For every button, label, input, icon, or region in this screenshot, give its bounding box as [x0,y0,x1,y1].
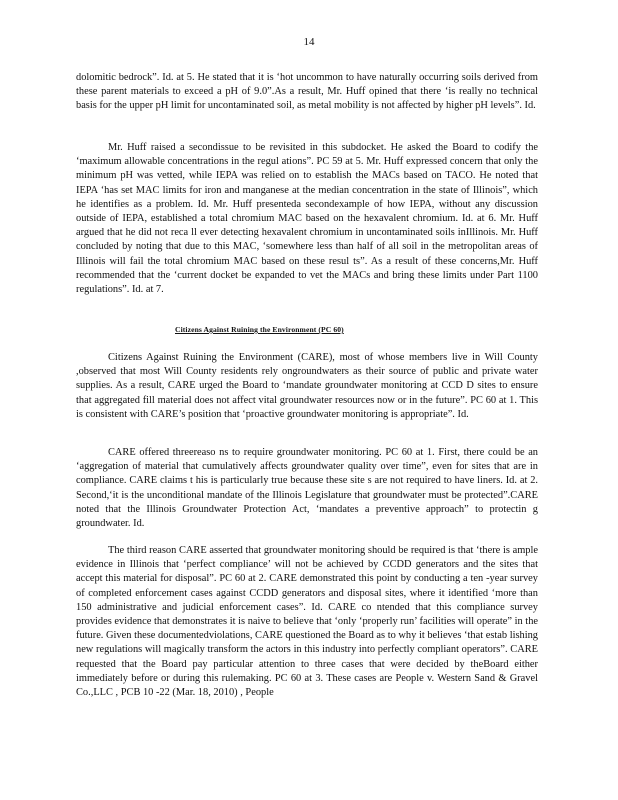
section-heading: Citizens Against Ruining the Environment (PC 60) [175,325,344,334]
paragraph-huff-bedrock: dolomitic bedrock”. Id. at 5. He stated that it is ‘hot uncommon to have naturally occurring soils derived from these parent materials to exceed a pH of 9.0”.As a result, Mr. Huff opined that there ‘is really no technical basis for the upper pH limit for uncontaminated soil, as metal mobility is not affected by higher pH levels”. Id. [76,72,538,112]
paragraph-care-third-reason: The third reason CARE asserted that groundwater monitoring should be required is that ‘there is ample evidence in Illinois that ‘perfect compliance’ will not be achieved by CCDD generators and the sites that accept this material for disposal”. PC 60 at 2. CARE demonstrated this point by conducting a ten -year survey of completed enforcement cases against CCDD generators and disposal sites, where it identified ‘more than 150 administrative and judicial enforcement cases”. Id. CARE co ntended that this compliance survey provides evidence that demonstrates it is naive to believe that ‘only ‘properly run’ facilities will operate” in the future. Given these documentedviolations, CARE questioned the Board as to why it believes ‘that estab lishing new regulations will magically transform the actors in this industry into perfectly compliant operators”. CARE requested that the Board pay particular attention to three cases that were decided by theBoard either immediately before or during this rulemaking. PC 60 at 3. These cases are People v. Western Sand & Gravel Co.,LLC , PCB 10 -22 (Mar. 18, 2010) , People [76,545,538,699]
paragraph-care-intro: Citizens Against Ruining the Environment (CARE), most of whose members live in Will County ,observed that most Will County residents rely ongroundwaters as their source of public and private water supplies. As a result, CARE urged the Board to ‘mandate groundwater monitoring at CCD D sites to ensure that aggregated fill material does not affect vital groundwater resources now or in the future”. PC 60 at 1. This is consistent with CARE’s position that ‘proactive groundwater monitoring is appropriate”. Id. [76,352,538,420]
paragraph-huff-second-issue: Mr. Huff raised a secondissue to be revisited in this subdocket. He asked the Board to codify the ‘maximum allowable concentrations in the regul ations”. PC 59 at 5. Mr. Huff expressed concern that only the minimum pH was vetted, while IEPA was relied on to establish the MACs based on TACO. He noted that IEPA ‘has set MAC limits for iron and manganese at the median concentration in the state of Illinois”, which he identifies as a problem. Id. Mr. Huff presenteda secondexample of how IEPA, without any discussion outside of IEPA, established a total chromium MAC based on the hexavalent chromium. Id. at 6. Mr. Huff argued that he did not reca ll ever detecting hexavalent chromium in uncontaminated soils inIllinois. Mr. Huff concluded by noting that due to this MAC, ‘somewhere less than half of all soil in the metropolitan areas of Illinois will fail the total chromium MAC based on these resul ts”. As a result of these concerns,Mr. Huff recommended that the ‘current docket be expanded to vet the MACs and bring these limits under Part 1100 regulations”. Id. at 7. [76,142,538,296]
paragraph-care-reasons: CARE offered threereaso ns to require groundwater monitoring. PC 60 at 1. First, there could be an ‘aggregation of material that cumulatively affects groundwater quality over time”, even for sites that are in compliance. CARE claims t his is particularly true because these site s are not required to have liners. Id. at 2. Second,‘it is the unconditional mandate of the Illinois Legislature that groundwater must be protected”.CARE noted that the Illinois Groundwater Protection Act, ‘mandates a preventive approach” to protectin g groundwater. Id. [76,447,538,530]
page-number: 14 [303,36,315,48]
